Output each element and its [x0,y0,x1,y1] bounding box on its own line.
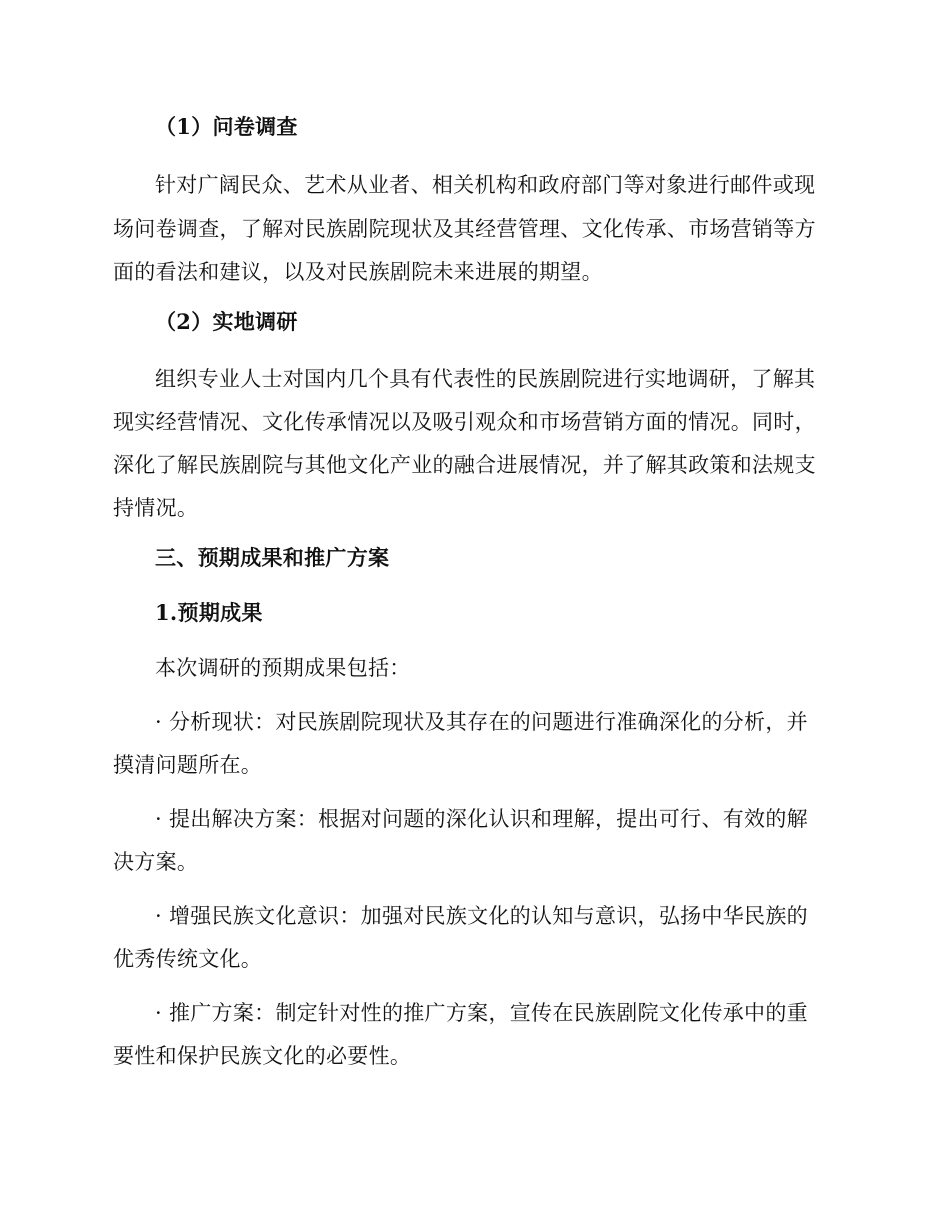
section-heading-expected-results: 三、预期成果和推广方案 [155,545,390,570]
bullet-4-line-1: · 推广方案：制定针对性的推广方案，宣传在民族剧院文化传承中的重 [155,1001,808,1025]
paragraph-field-research-line-4: 持情况。 [113,496,199,520]
bullet-3-line-2: 优秀传统文化。 [113,947,263,971]
paragraph-field-research-line-1: 组织专业人士对国内几个具有代表性的民族剧院进行实地调研，了解其 [155,367,816,391]
paragraph-field-research-line-2: 现实经营情况、文化传承情况以及吸引观众和市场营销方面的情况。同时， [113,410,816,434]
bullet-1-line-1: · 分析现状：对民族剧院现状及其存在的问题进行准确深化的分析，并 [155,710,808,734]
intro-text: 本次调研的预期成果包括： [155,656,411,680]
paragraph-questionnaire-line-2: 场问卷调查，了解对民族剧院现状及其经营管理、文化传承、市场营销等方 [113,217,816,241]
heading-field-research: （2）实地调研 [155,309,298,334]
bullet-4-line-2: 要性和保护民族文化的必要性。 [113,1044,412,1068]
bullet-2-line-1: · 提出解决方案：根据对问题的深化认识和理解，提出可行、有效的解 [155,807,808,831]
bullet-3-line-1: · 增强民族文化意识：加强对民族文化的认知与意识，弘扬中华民族的 [155,904,808,928]
paragraph-field-research-line-3: 深化了解民族剧院与其他文化产业的融合进展情况，并了解其政策和法规支 [113,453,816,477]
paragraph-questionnaire-line-3: 面的看法和建议，以及对民族剧院未来进展的期望。 [113,260,603,284]
paragraph-questionnaire-line-1: 针对广阔民众、艺术从业者、相关机构和政府部门等对象进行邮件或现 [155,173,816,197]
bullet-2-line-2: 决方案。 [113,850,199,874]
subsection-heading-expected-results: 1.预期成果 [155,600,263,625]
bullet-1-line-2: 摸清问题所在。 [113,753,263,777]
heading-questionnaire: （1）问卷调查 [155,114,298,139]
